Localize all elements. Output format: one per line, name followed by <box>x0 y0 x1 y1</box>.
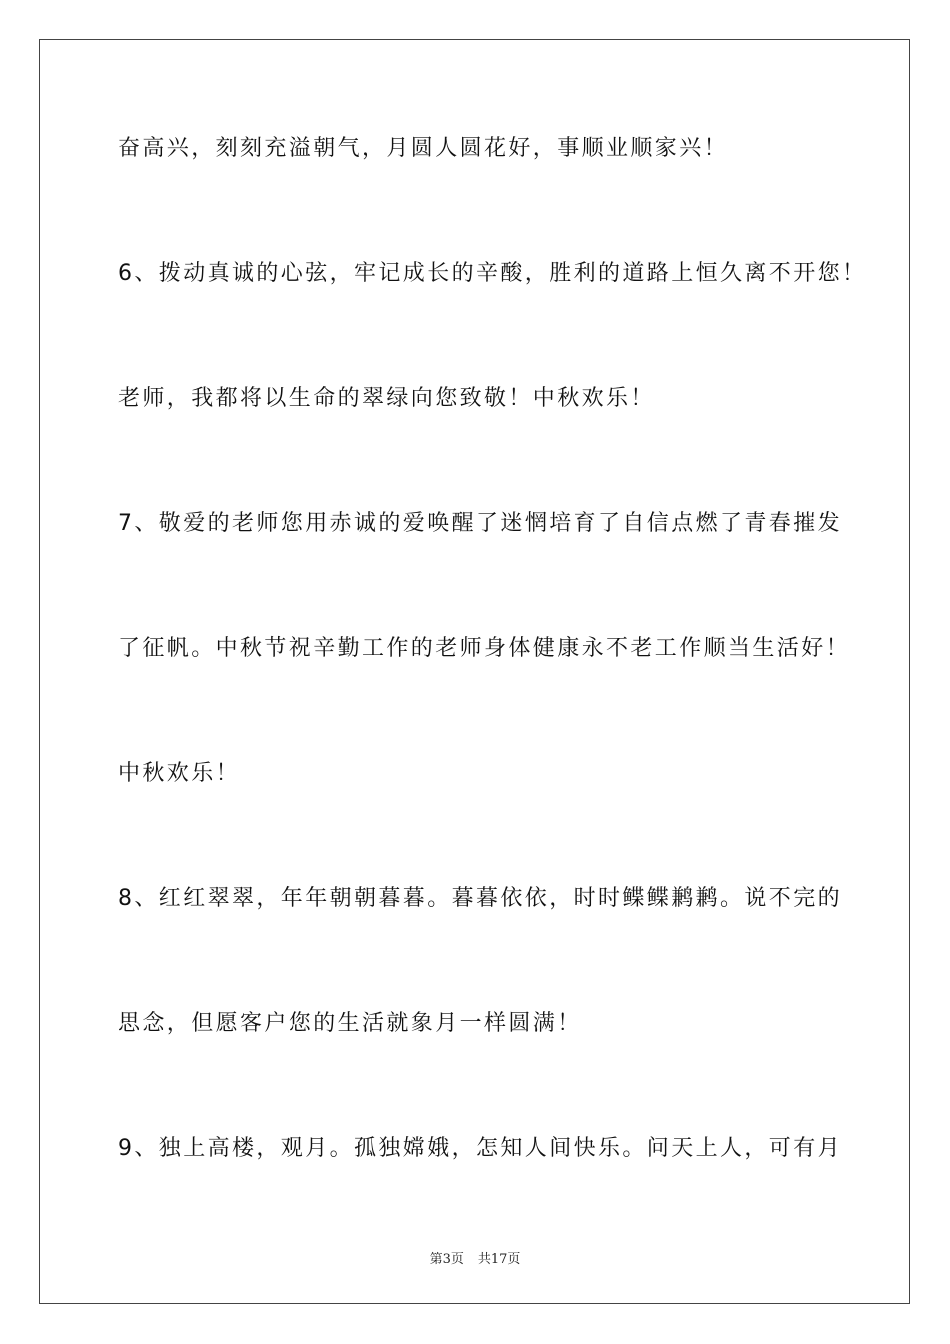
text-line: 思念，但愿客户您的生活就象月一样圆满！ <box>118 1011 582 1036</box>
text-line: 中秋欢乐！ <box>118 761 241 786</box>
text-line: 6、拨动真诚的心弦，牢记成长的辛酸，胜利的道路上恒久离不开您！ <box>118 261 867 286</box>
text-line: 老师，我都将以生命的翠绿向您致敬！中秋欢乐！ <box>118 386 655 411</box>
page-footer <box>0 1248 950 1267</box>
text-line: 了征帆。中秋节祝辛勤工作的老师身体健康永不老工作顺当生活好！ <box>118 636 851 661</box>
text-line: 9、独上高楼，观月。孤独嫦娥，怎知人间快乐。问天上人，可有月 <box>118 1136 842 1161</box>
page-border <box>39 39 910 1304</box>
text-line: 7、敬爱的老师您用赤诚的爱唤醒了迷惘培育了自信点燃了青春摧发 <box>118 511 842 536</box>
total-pages: 共17页 <box>477 1252 521 1267</box>
text-line: 奋高兴，刻刻充溢朝气，月圆人圆花好，事顺业顺家兴！ <box>118 136 729 161</box>
text-line: 8、红红翠翠，年年朝朝暮暮。暮暮依依，时时鲽鲽鹣鹣。说不完的 <box>118 886 842 911</box>
page-number: 第3页 <box>429 1252 464 1267</box>
